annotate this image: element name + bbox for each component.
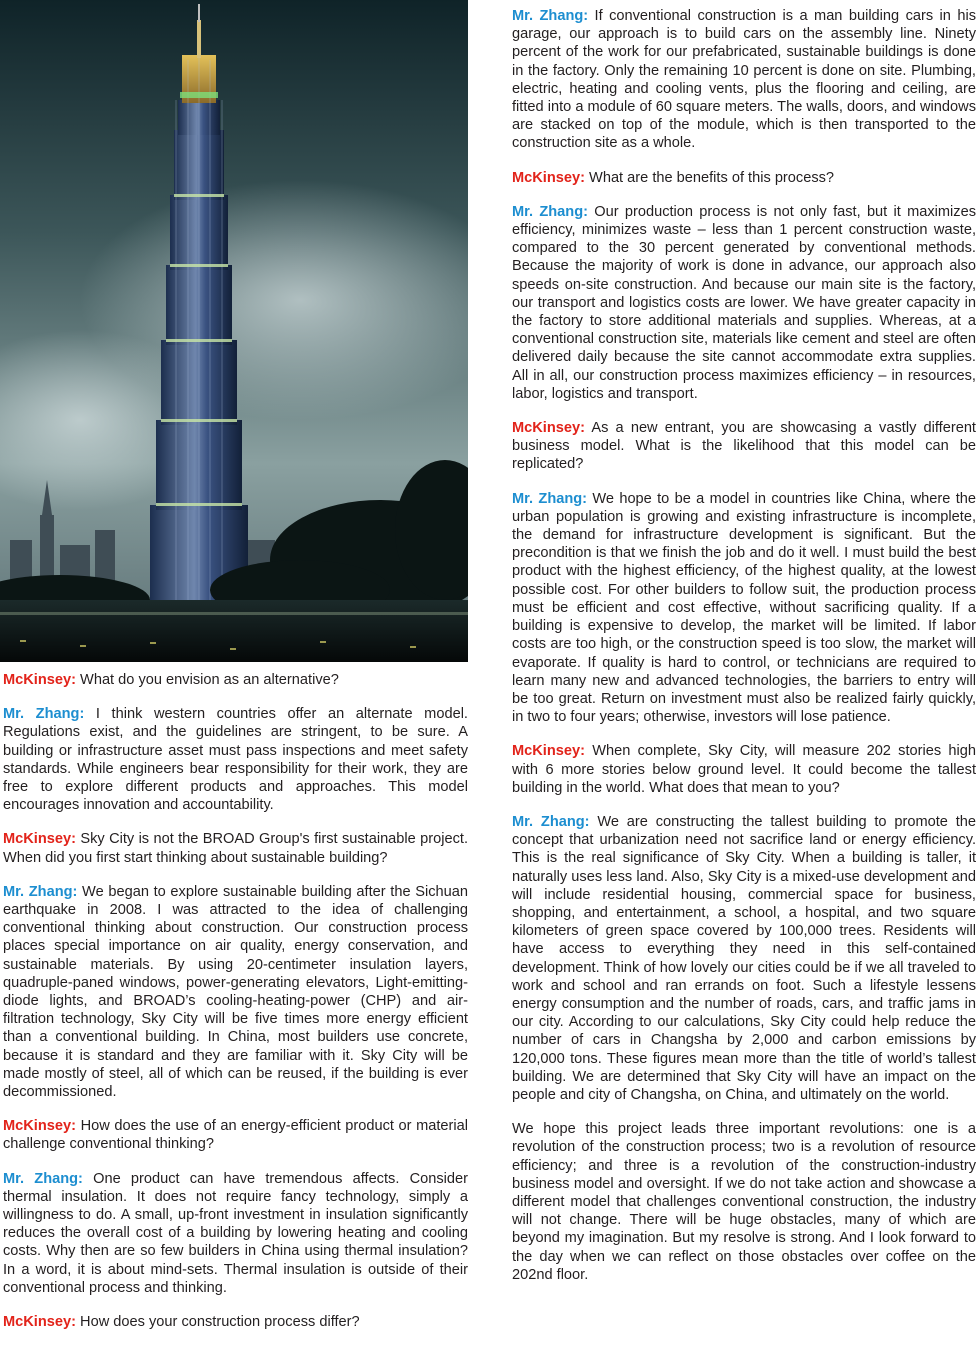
interview-paragraph <box>512 7 976 153</box>
interview-paragraph <box>3 1170 468 1297</box>
interview-paragraph <box>3 1117 468 1153</box>
speaker-label: McKinsey: <box>512 743 585 760</box>
speaker-label: Mr. Zhang: <box>512 813 590 830</box>
interview-paragraph <box>512 1120 976 1284</box>
paragraph-text: We began to explore sustainable building after the Sichuan earthquake in 2008. I was attracted to the idea of challenging conventional thinking about construction. Our construction process places special importance on air quality, energy conservation, and sustainable materials. By using 20-centimeter insulation layers, quadruple-paned windows, power-generating elevators, Light-emitting-diode lights, and BROAD’s cooling-heating-power (CHP) and air-filtration technology, Sky City will be five times more energy efficient than a conventional building. In China, most builders use concrete, because it is standard and they are familiar with it. Sky City will be made mostly of steel, all of which can be reused, if the building is ever decommissioned. <box>3 883 468 1101</box>
paragraph-text: As a new entrant, you are showcasing a vastly different business model. What is the likelihood that this model can be replicated? <box>512 420 976 473</box>
speaker-label: McKinsey: <box>3 1118 76 1135</box>
paragraph-text: How does the use of an energy-efficient product or material challenge conventional thinking? <box>3 1118 468 1153</box>
interview-paragraph <box>512 490 976 727</box>
speaker-label: Mr. Zhang: <box>512 8 589 24</box>
paragraph-text: We hope to be a model in countries like China, where the urban population is growing and existing infrastructure is incomplete, the demand for infrastructure development is significant. But the precondition is that we finish the job and do it well. I must build the best product with the highest efficiency, of the highest quality, at the lowest possible cost. For other builders to follow suit, the production process must be efficient and cost effective, without sacrificing quality. If a building is expensive to develop, the market will be limited. If labor costs are too high, or the construction speed is too slow, the market will evaporate. If quality is hard to control, or technicians are required to learn many new and advanced technologies, the barriers to entry will be too great. Return on investment must also be realized fairly quickly, in two to four years; otherwise, investors will lose patience. <box>512 490 976 726</box>
interview-paragraph <box>3 1313 468 1331</box>
sky-city-rendering <box>0 0 468 662</box>
paragraph-text: I think western countries offer an alternate model. Regulations exist, and the guidelines are stringent, to be sure. A building or infrastructure asset must pass inspections and meet safety standards. While engineers bear responsibility for their work, they are free to explore different products and approaches. This model encourages innovation and accountability. <box>3 706 468 814</box>
tower-illustration <box>0 0 468 662</box>
interview-paragraph <box>512 169 976 187</box>
speaker-label: Mr. Zhang: <box>512 203 588 220</box>
speaker-label: Mr. Zhang: <box>3 883 78 900</box>
paragraph-text: We hope this project leads three important revolutions: one is a revolution of the construction process; two is a revolution of resource efficiency; and three is a revolution of the construction-industry business model and oversight. If we do not take action and showcase a different model that challenges conventional construction, the industry will not change. There will be huge obstacles, many of which are beyond my imagination. But my resolve is strong. And I look forward to the day when we can reflect on those obstacles over coffee on the 202nd floor. <box>512 1121 976 1283</box>
paragraph-text: What do you envision as an alternative? <box>76 672 339 688</box>
paragraph-text: When complete, Sky City, will measure 202 stories high with 6 more stories below ground level. It could become the tallest building in the world. What does that mean to you? <box>512 743 976 796</box>
paragraph-text: Our production process is not only fast, but it maximizes efficiency, minimizes waste – less than 1 percent construction waste, compared to the 30 percent generated by conventional methods. Because the majority of work is done in advance, our approach also speeds on-site construction. And because our main site is the factory, our transport and logistics costs are lower. We have greater capacity in the factory to store additional materials and supplies. Whereas, at a conventional construction site, materials like cement and steel are often delivered daily because the site cannot accommodate extra supplies. All in all, our construction process maximizes efficiency – in resources, labor, logistics and transport. <box>512 203 976 402</box>
speaker-label: McKinsey: <box>3 672 76 688</box>
speaker-label: McKinsey: <box>3 1314 76 1331</box>
interview-paragraph <box>3 883 468 1101</box>
interview-paragraph <box>512 742 976 797</box>
paragraph-text: Sky City is not the BROAD Group's first sustainable project. When did you first start thinking about sustainable building? <box>3 831 468 866</box>
speaker-label: McKinsey: <box>512 420 585 437</box>
paragraph-text: If conventional construction is a man building cars in his garage, our approach is to build cars on the assembly line. Ninety percent of the work for our prefabricated, sustainable buildings is done in the factory. Only the remaining 10 percent is done on site. Plumbing, electric, heating and cooling vents, plus the flooring and ceiling, are fitted into a module of 60 square meters. The walls, doors, and windows are stacked on top of the module, which is then transported to the construction site as a whole. <box>512 8 976 152</box>
speaker-label: McKinsey: <box>3 831 76 848</box>
speaker-label: Mr. Zhang: <box>512 490 588 507</box>
interview-paragraph <box>512 813 976 1104</box>
speaker-label: Mr. Zhang: <box>3 1170 83 1187</box>
speaker-label: Mr. Zhang: <box>3 706 85 723</box>
paragraph-text: One product can have tremendous affects. Consider thermal insulation. It does not require fancy technology, simply a willingness to do. A small, up-front investment in insulation significantly reduces the overall cost of a building by lowering heating and cooling costs. Why then are so few builders in China using thermal insulation? In a word, it is about mind-sets. Thermal insulation is outside of their conventional process and thinking. <box>3 1170 468 1296</box>
speaker-label: McKinsey: <box>512 169 585 186</box>
interview-paragraph <box>512 203 976 403</box>
interview-paragraph <box>3 705 468 814</box>
right-column <box>512 7 976 1300</box>
interview-paragraph <box>3 830 468 866</box>
interview-paragraph <box>512 419 976 474</box>
paragraph-text: We are constructing the tallest building to promote the concept that urbanization need not sacrifice land or energy efficiency. This is the real significance of Sky City. When a building is taller, it naturally uses less land. Also, Sky City is a mixed-use development and will include residential housing, commercial space for business, shopping, and entertainment, a school, a hospital, and two square kilometers of green space covered by 100,000 trees. Residents will have access to everything they need in this self-contained development. Think of how lovely our cities could be if we all traveled to work and school and ran errands on foot. Such a lifestyle lessens energy consumption and the number of roads, cars, and traffic jams in our city. According to our calculations, Sky City could help reduce the number of cars in Changsha by 2,000 and carbon emissions by 120,000 tons. These figures mean more than the title of world’s tallest building. We are determined that Sky City will have an impact on the people and city of Changsha, on China, and ultimately on the world. <box>512 813 977 1103</box>
paragraph-text: How does your construction process differ? <box>76 1314 360 1331</box>
paragraph-text: What are the benefits of this process? <box>585 169 835 186</box>
interview-paragraph <box>3 671 468 689</box>
left-column <box>3 671 468 1347</box>
